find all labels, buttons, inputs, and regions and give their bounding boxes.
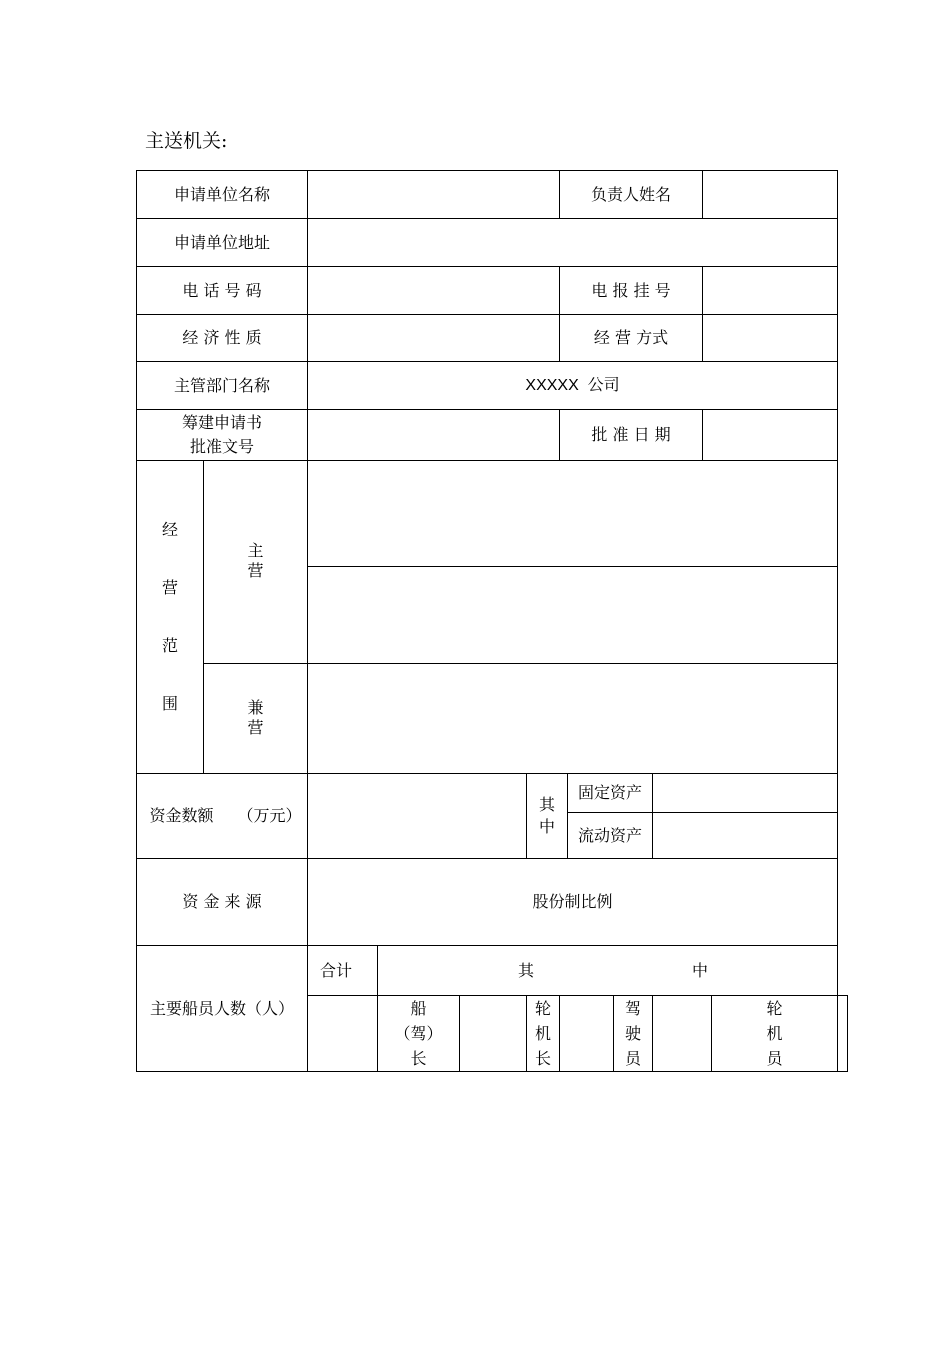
engineer-text: 轮机员 — [766, 999, 783, 1068]
secondary-business-field[interactable] — [308, 664, 838, 774]
business-scope-label — [137, 461, 204, 774]
of-which-label — [527, 774, 568, 859]
economic-nature-field[interactable] — [308, 315, 560, 362]
captain-label — [378, 996, 460, 1072]
capital-label-text: 资金数额 （万元） — [149, 806, 302, 825]
captain-label-line1: 船 — [410, 999, 427, 1018]
applicant-name-field[interactable] — [308, 171, 560, 219]
telegram-label: 电 报 挂 号 — [560, 267, 703, 315]
business-scope-text: 经营范围 — [162, 520, 179, 713]
manager-name-label: 负责人姓名 — [560, 171, 703, 219]
fixed-assets-field[interactable] — [653, 774, 838, 813]
deck-officer-field[interactable] — [653, 996, 712, 1072]
chief-engineer-field[interactable] — [560, 996, 614, 1072]
supervisor-label: 主管部门名称 — [137, 362, 308, 410]
applicant-address-field[interactable] — [308, 219, 838, 267]
economic-nature-label: 经 济 性 质 — [137, 315, 308, 362]
prep-approval-label-line2: 批准文号 — [190, 437, 255, 456]
supervisor-field[interactable]: XXXXX 公司 — [308, 362, 838, 410]
approval-date-label: 批 准 日 期 — [560, 410, 703, 461]
business-mode-label: 经 营 方式 — [560, 315, 703, 362]
of-which-text: 其中 — [539, 794, 556, 836]
chief-engineer-label — [527, 996, 560, 1072]
fund-source-label: 资 金 来 源 — [137, 859, 308, 946]
phone-field[interactable] — [308, 267, 560, 315]
captain-field[interactable] — [460, 996, 527, 1072]
crew-count-label: 主要船员人数（人） — [137, 946, 308, 1072]
fixed-assets-label: 固定资产 — [568, 774, 653, 813]
prep-approval-field[interactable] — [308, 410, 560, 461]
manager-name-field[interactable] — [703, 171, 838, 219]
document-title: 主送机关: — [145, 130, 228, 152]
captain-label-line2: （驾） — [394, 1024, 443, 1043]
crew-of-which-header — [378, 946, 838, 996]
crew-of-which-char-2: 中 — [692, 961, 709, 980]
crew-of-which-char-1: 其 — [518, 961, 535, 980]
main-business-field-2[interactable] — [308, 567, 838, 664]
phone-label: 电 话 号 码 — [137, 267, 308, 315]
main-business-text: 主营 — [247, 541, 264, 580]
captain-label-line3: 长 — [410, 1049, 427, 1068]
main-business-label — [204, 461, 308, 664]
main-business-field-1[interactable] — [308, 461, 838, 567]
approval-date-field[interactable] — [703, 410, 838, 461]
deck-officer-label — [614, 996, 653, 1072]
application-form-table — [136, 170, 848, 1072]
applicant-address-label: 申请单位地址 — [137, 219, 308, 267]
prep-approval-label — [137, 410, 308, 461]
prep-approval-label-line1: 筹建申请书 — [182, 413, 263, 432]
current-assets-label: 流动资产 — [568, 813, 653, 859]
engineer-label — [712, 996, 838, 1072]
applicant-name-label: 申请单位名称 — [137, 171, 308, 219]
telegram-field[interactable] — [703, 267, 838, 315]
secondary-business-label — [204, 664, 308, 774]
engineer-field[interactable] — [838, 996, 848, 1072]
capital-field[interactable] — [308, 774, 527, 859]
business-mode-field[interactable] — [703, 315, 838, 362]
crew-total-field[interactable] — [308, 996, 378, 1072]
current-assets-field[interactable] — [653, 813, 838, 859]
chief-engineer-text: 轮机长 — [535, 999, 552, 1068]
secondary-business-text: 兼营 — [247, 697, 264, 737]
deck-officer-text: 驾驶员 — [625, 999, 642, 1068]
crew-total-label: 合计 — [308, 946, 378, 996]
capital-label — [137, 774, 308, 859]
fund-source-field[interactable]: 股份制比例 — [308, 859, 838, 946]
